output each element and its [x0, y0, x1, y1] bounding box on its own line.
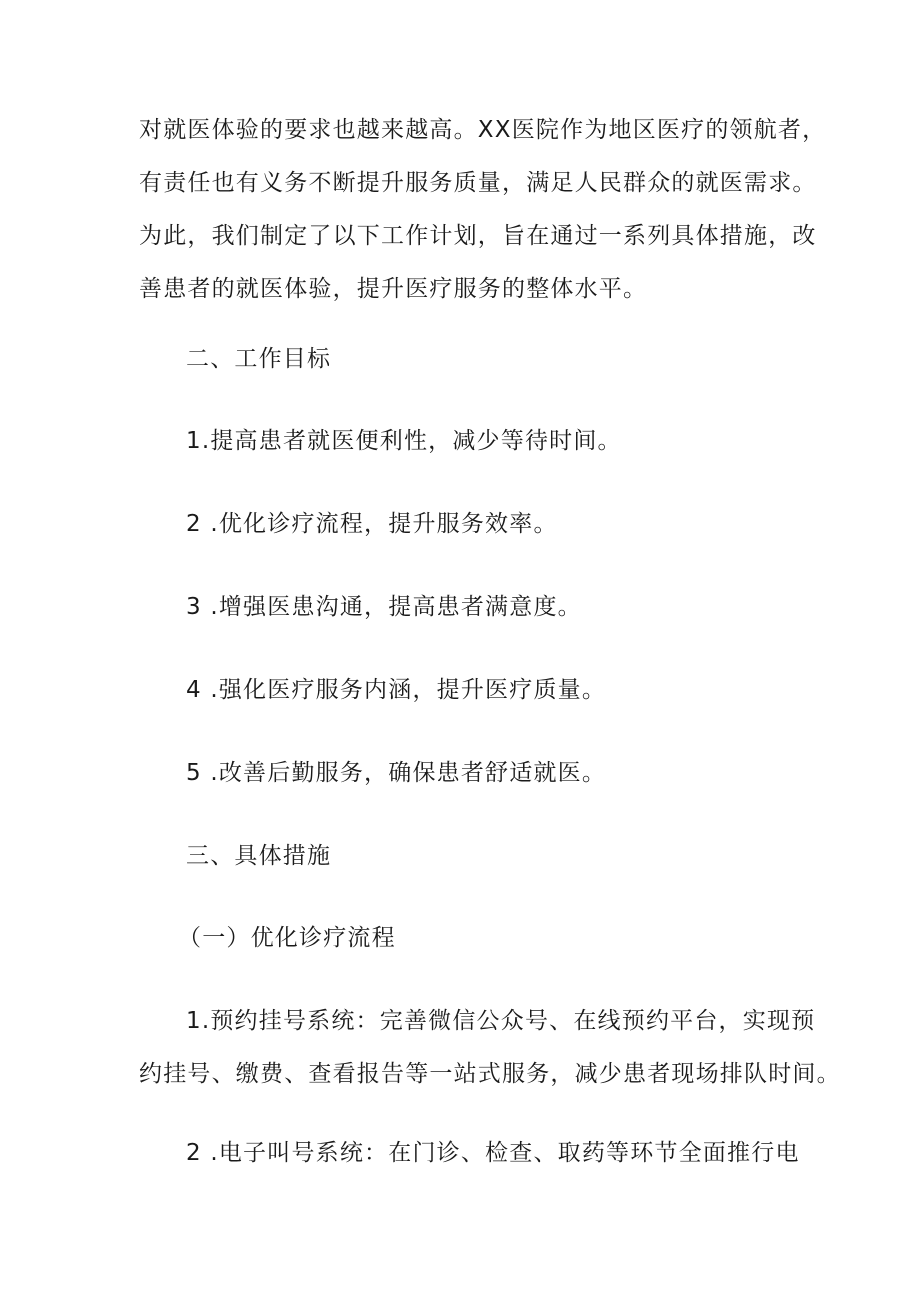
- measure-1-line-2: 约挂号、缴费、查看报告等一站式服务，减少患者现场排队时间。: [139, 1061, 841, 1087]
- measure-1-line-1: 1.预约挂号系统：完善微信公众号、在线预约平台，实现预: [186, 1008, 816, 1034]
- goal-item-3: 3 .增强医患沟通，提高患者满意度。: [186, 594, 582, 620]
- goal-item-2: 2 .优化诊疗流程，提升服务效率。: [186, 511, 558, 537]
- goal-item-5: 5 .改善后勤服务，确保患者舒适就医。: [186, 760, 607, 786]
- section-heading-measures: 三、具体措施: [186, 843, 332, 869]
- goal-item-4: 4 .强化医疗服务内涵，提升医疗质量。: [186, 677, 607, 703]
- intro-line-3: 为此，我们制定了以下工作计划，旨在通过一系列具体措施，改: [139, 223, 817, 249]
- intro-line-2: 有责任也有义务不断提升服务质量，满足人民群众的就医需求。: [139, 170, 817, 196]
- subsection-heading-optimize-process: （一）优化诊疗流程: [178, 925, 396, 951]
- intro-line-4: 善患者的就医体验，提升医疗服务的整体水平。: [139, 276, 648, 302]
- measure-2-line-1: 2 .电子叫号系统：在门诊、检查、取药等环节全面推行电: [186, 1140, 800, 1166]
- section-heading-goals: 二、工作目标: [186, 346, 332, 372]
- goal-item-1: 1.提高患者就医便利性，减少等待时间。: [186, 428, 622, 454]
- intro-line-1: 对就医体验的要求也越来越高。XX医院作为地区医疗的领航者，: [139, 117, 827, 143]
